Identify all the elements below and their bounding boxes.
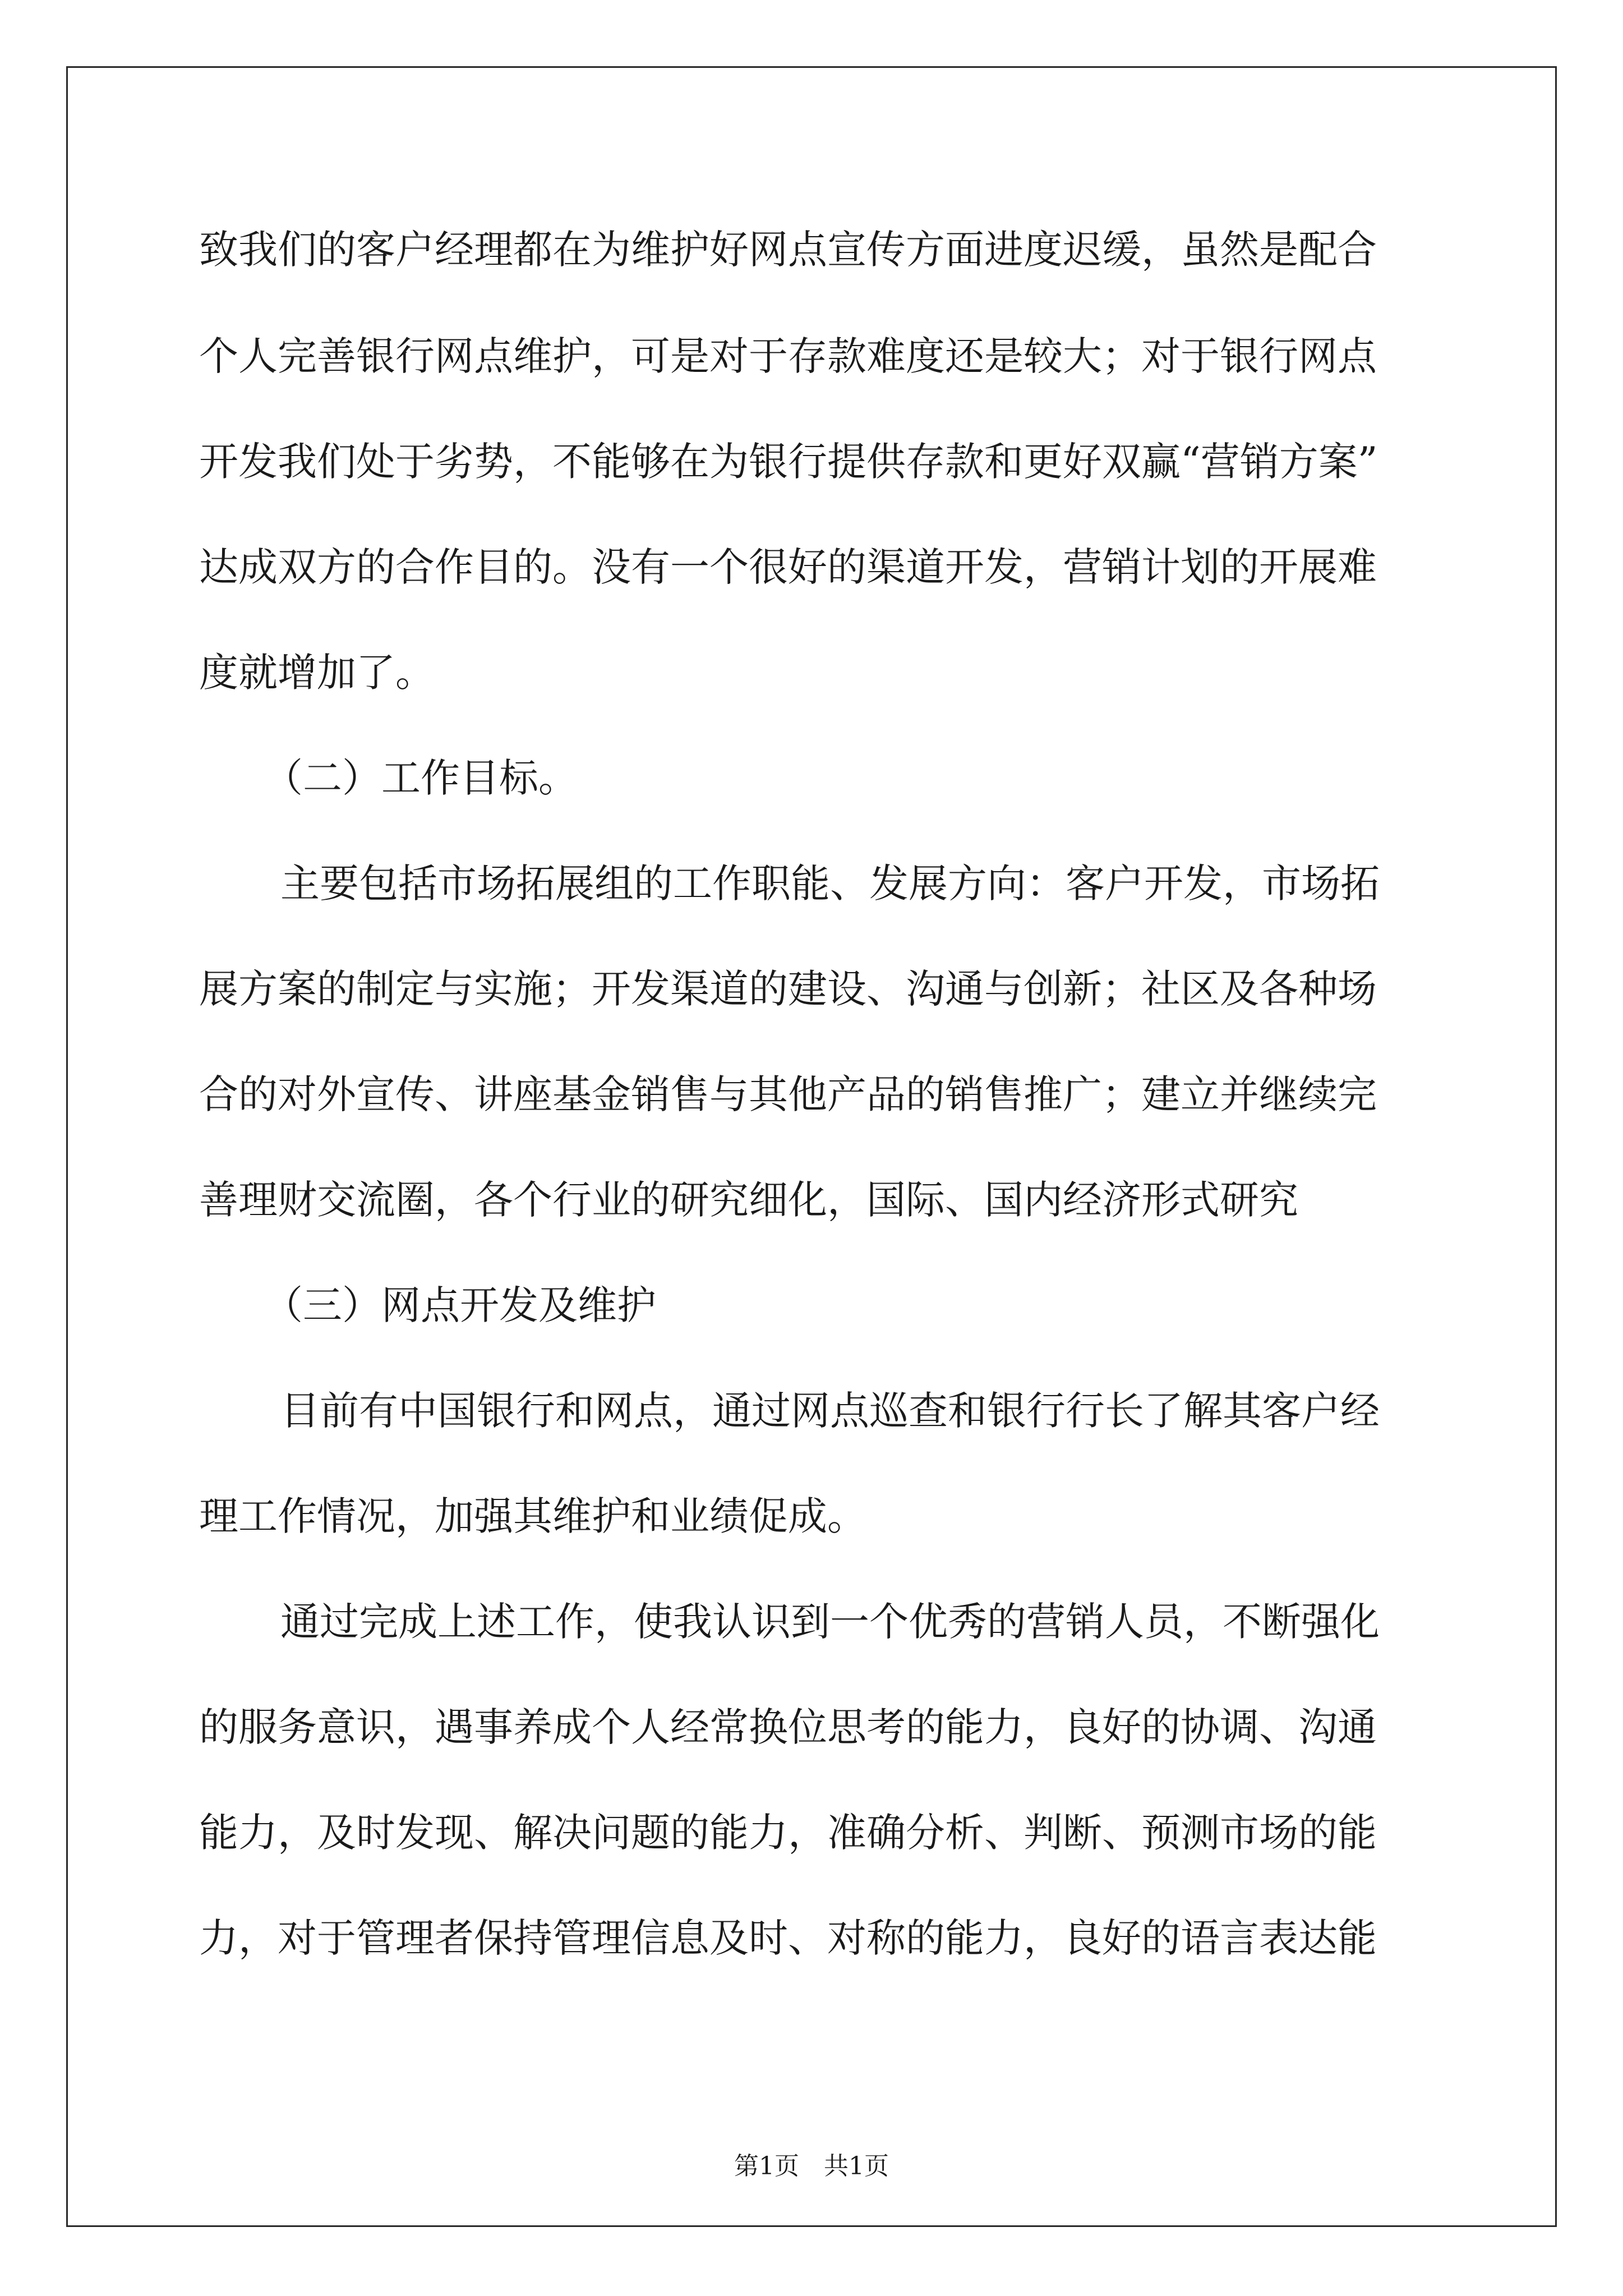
text-line: 的服务意识，遇事养成个人经常换位思考的能力，良好的协调、沟通 (199, 1704, 1377, 1750)
page-border (66, 66, 1557, 2227)
text-line: 展方案的制定与实施；开发渠道的建设、沟通与创新；社区及各种场 (199, 966, 1377, 1012)
page-footer: 第1页 共1页 (734, 2152, 889, 2180)
text-line: 度就增加了。 (199, 650, 435, 696)
text-line: 目前有中国银行和网点，通过网点巡查和银行行长了解其客户经 (280, 1388, 1380, 1434)
text-line: 开发我们处于劣势，不能够在为银行提供存款和更好双赢“营销方案” (199, 439, 1378, 485)
text-line: 理工作情况，加强其维护和业绩促成。 (199, 1493, 866, 1539)
text-line: 力，对于管理者保持管理信息及时、对称的能力，良好的语言表达能 (199, 1915, 1377, 1961)
text-line: 通过完成上述工作，使我认识到一个优秀的营销人员，不断强化 (280, 1599, 1380, 1645)
text-line: 个人完善银行网点维护，可是对于存款难度还是较大；对于银行网点 (199, 333, 1377, 379)
text-line: 合的对外宣传、讲座基金销售与其他产品的销售推广；建立并继续完 (199, 1071, 1377, 1117)
text-line: 致我们的客户经理都在为维护好网点宣传方面进度迟缓，虽然是配合 (199, 227, 1377, 273)
section-heading: （三）网点开发及维护 (264, 1282, 656, 1328)
text-line: 善理财交流圈，各个行业的研究细化，国际、国内经济形式研究 (199, 1177, 1298, 1223)
text-line: 主要包括市场拓展组的工作职能、发展方向：客户开发，市场拓 (280, 861, 1380, 907)
text-line: 能力，及时发现、解决问题的能力，准确分析、判断、预测市场的能 (199, 1810, 1377, 1856)
text-line: 达成双方的合作目的。没有一个很好的渠道开发，营销计划的开展难 (199, 544, 1377, 590)
section-heading: （二）工作目标。 (264, 755, 578, 801)
